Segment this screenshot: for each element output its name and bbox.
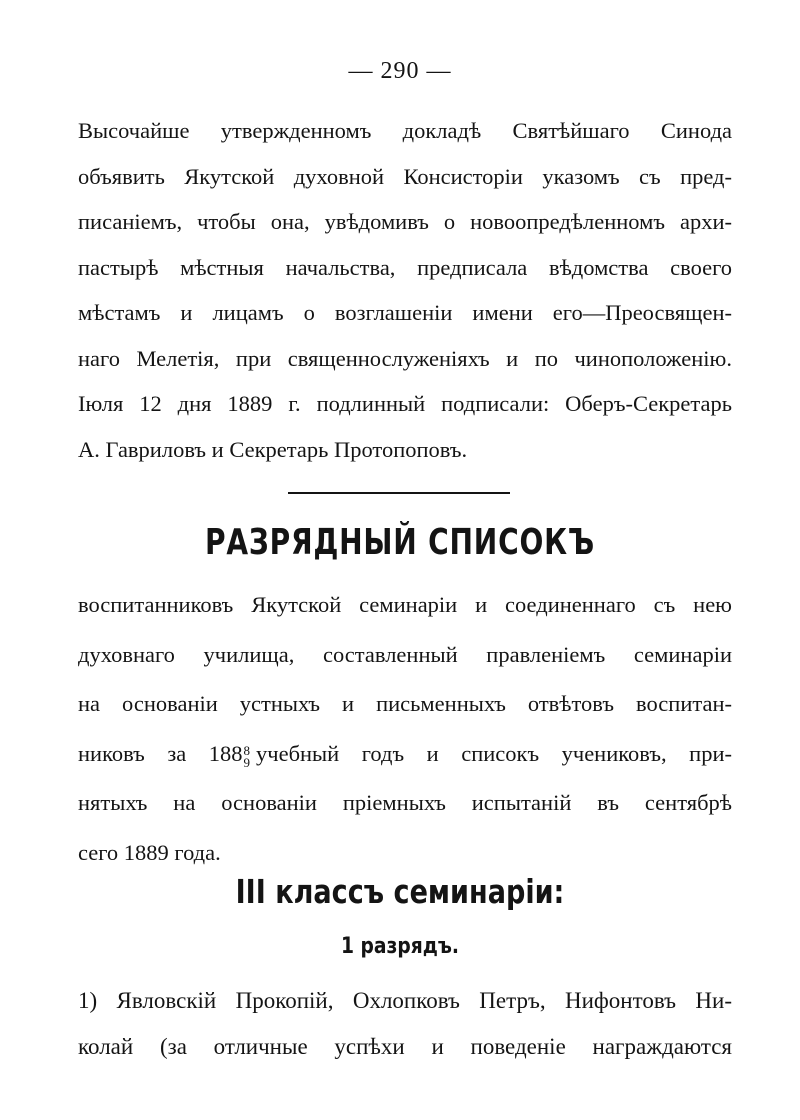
page-number: — 290 — [348,58,452,84]
class-heading: III классъ семинаріи: [235,872,565,911]
text-line: мѣстамъ и лицамъ о возглашеніи имени его—Преосвящен- [78,300,732,325]
section-divider [288,492,510,494]
text-line-academic-year [78,729,732,779]
text-line: воспитанниковъ Якутской семинаріи и соединеннаго съ нею [78,592,732,617]
synod-report-paragraph [78,108,732,472]
section-heading: РАЗРЯДНЫЙ СПИСОКЪ [204,522,596,563]
text-line: 1) Явловскій Прокопій, Охлопковъ Петръ, Нифонтовъ Ни- [78,988,732,1013]
text-line: А. Гавриловъ и Секретарь Протопоповъ. [78,436,468,462]
text-line: писаніемъ, чтобы она, увѣдомивъ о новоопредѣленномъ архи- [78,209,732,234]
year-suffix: учебный годъ и списокъ учениковъ, при- [256,740,732,766]
student-list-paragraph [78,978,732,1070]
rank-heading: 1 разрядъ. [340,934,460,959]
text-line: сего 1889 года. [78,839,221,865]
year-prefix: никовъ за 188 [78,740,243,766]
text-line: объявить Якутской духовной Консисторіи указомъ съ пред- [78,163,732,189]
text-line: нятыхъ на основаніи пріемныхъ испытаній въ сентябрѣ [78,790,732,815]
year-fraction [243,742,251,770]
text-line: колай (за отличные успѣхи и поведеніе награждаются [78,1034,732,1059]
text-line: Высочайше утвержденномъ докладѣ Святѣйшаго Синода [78,118,732,143]
text-line: на основаніи устныхъ и письменныхъ отвѣтовъ воспитан- [78,691,732,716]
text-line: духовнаго училища, составленный правленіемъ семинаріи [78,641,732,667]
text-line: наго Мелетія, при священнослуженіяхъ и по чиноположенію. [78,345,732,371]
text-line: Іюля 12 дня 1889 г. подлинный подписали: Оберъ-Секретарь [78,391,732,416]
year-fraction-bottom: 9 [243,754,251,770]
year-fraction-top: 8 [243,742,251,758]
text-line: пастырѣ мѣстныя начальства, предписала вѣдомства своего [78,254,732,280]
list-description-paragraph [78,580,732,877]
